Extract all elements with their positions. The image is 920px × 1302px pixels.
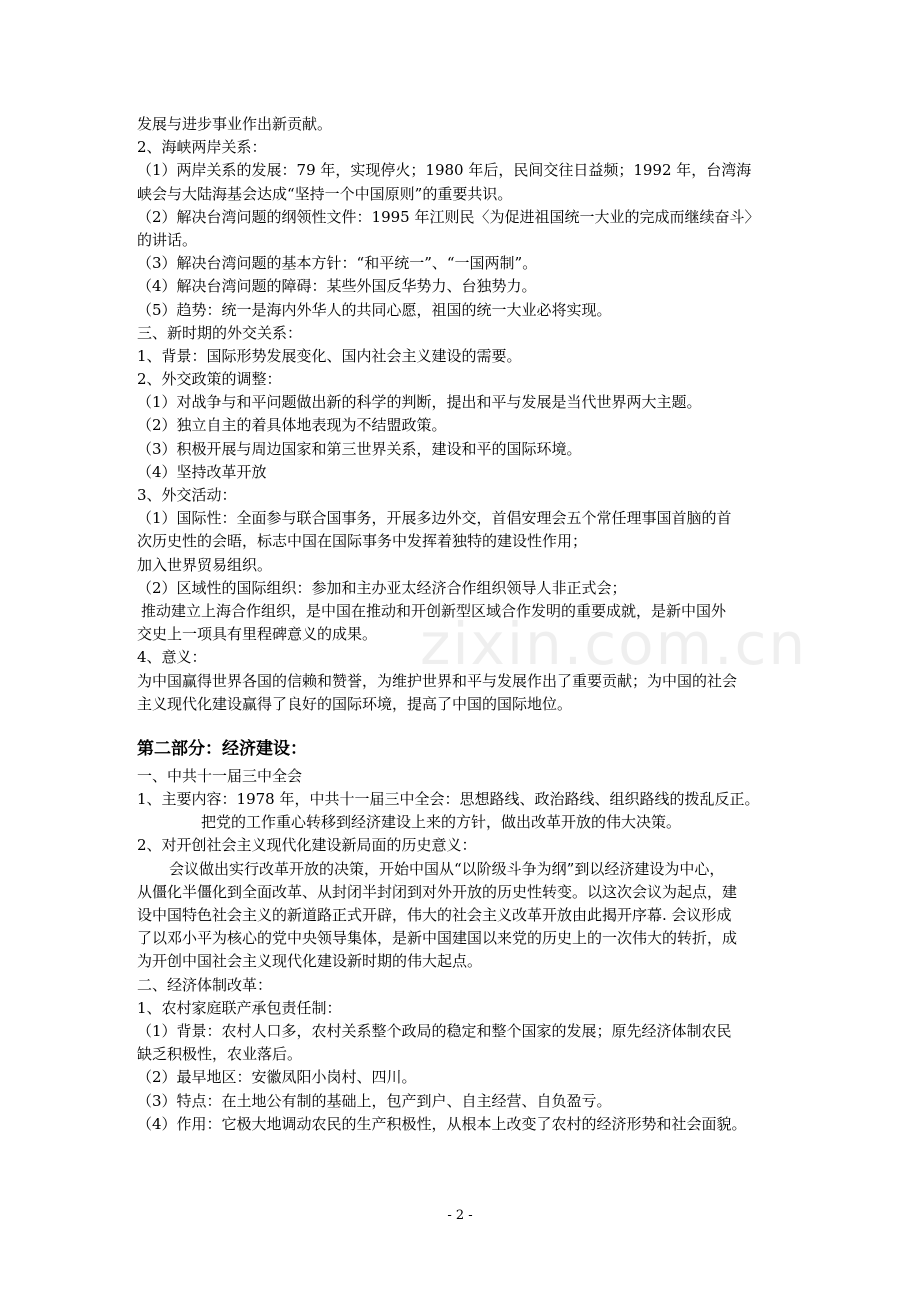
text-line: 1、农村家庭联产承包责任制：: [137, 998, 342, 1017]
text-line: （4）解决台湾问题的障碍：某些外国反华势力、台独势力。: [137, 277, 537, 296]
text-line: （3）解决台湾问题的基本方针：“和平统一”、“一国两制”。: [137, 254, 538, 273]
text-line: （2）解决台湾问题的纲领性文件：1995 年江则民〈为促进祖国统一大业的完成而继续奋斗〉: [137, 207, 760, 226]
text-line: 2、海峡两岸关系：: [137, 138, 267, 157]
text-line: 把党的工作重心转移到经济建设上来的方针，做出改革开放的伟大决策。: [201, 813, 682, 832]
text-line: 了以邓小平为核心的党中央领导集体，是新中国建国以来党的历史上的一次伟大的转折，成: [137, 929, 738, 948]
text-line: （2）最早地区：安徽凤阳小岗村、四川。: [137, 1068, 417, 1087]
text-line: 3、外交活动：: [137, 486, 237, 504]
text-line: （5）趋势：统一是海内外华人的共同心愿，祖国的统一大业必将实现。: [137, 300, 612, 319]
text-line: 的讲话。: [137, 230, 198, 249]
text-line: 交史上一项具有里程碑意义的成果。: [137, 625, 378, 644]
text-line: 设中国特色社会主义的新道路正式开辟，伟大的社会主义改革开放由此揭开序幕. 会议形成: [137, 906, 732, 924]
text-line: 2、外交政策的调整：: [137, 370, 282, 389]
text-line: 会议做出实行改革开放的决策，开始中国从“以阶级斗争为纲”到以经济建设为中心，: [169, 859, 725, 878]
text-line: 加入世界贸易组织。: [137, 555, 273, 574]
text-line: （2）独立自主的着具体地表现为不结盟政策。: [137, 416, 447, 435]
text-line: （4）坚持改革开放: [137, 462, 267, 481]
text-line: 发展与进步事业作出新贡献。: [137, 115, 333, 133]
section-heading: 第二部分：经济建设：: [137, 738, 307, 759]
text-line: （1）背景：农村人口多，农村关系整个政局的稳定和整个国家的发展；原先经济体制农民: [137, 1021, 732, 1040]
page-number: - 2 -: [447, 1208, 473, 1223]
text-line: 缺乏积极性，农业落后。: [137, 1045, 303, 1064]
text-line: （4）作用：它极大地调动农民的生产积极性，从根本上改变了农村的经济形势和社会面貌。: [137, 1114, 747, 1133]
text-line: 一、中共十一届三中全会: [137, 766, 303, 785]
text-line: （3）积极开展与周边国家和第三世界关系，建设和平的国际环境。: [137, 439, 582, 458]
text-line: （1）两岸关系的发展：79 年，实现停火；1980 年后，民间交往日益频；1992 年，台湾海: [137, 161, 752, 180]
text-line: （1）国际性：全面参与联合国事务，开展多边外交，首倡安理会五个常任理事国首脑的首: [137, 509, 732, 528]
text-line: 4、意义：: [137, 648, 207, 667]
text-line: 主义现代化建设赢得了良好的国际环境，提高了中国的国际地位。: [137, 694, 573, 713]
text-line: 为开创中国社会主义现代化建设新时期的伟大起点。: [137, 952, 483, 971]
text-line: 2、对开创社会主义现代化建设新局面的历史意义：: [137, 836, 477, 855]
watermark: zixin.com.cn: [420, 610, 808, 678]
text-line: 三、新时期的外交关系：: [137, 323, 303, 342]
text-line: 峡会与大陆海基会达成“坚持一个中国原则”的重要共识。: [137, 184, 513, 203]
text-line: 次历史性的会晤，标志中国在国际事务中发挥着独特的建设性作用；: [137, 532, 588, 551]
text-line: 为中国赢得世界各国的信赖和赞誉，为维护世界和平与发展作出了重要贡献；为中国的社会: [137, 671, 738, 690]
text-line: 二、经济体制改革：: [137, 975, 273, 994]
text-line: （2）区域性的国际组织：参加和主办亚太经济合作组织领导人非正式会；: [137, 578, 627, 597]
text-line: 从僵化半僵化到全面改革、从封闭半封闭到对外开放的历史性转变。以这次会议为起点，建: [137, 882, 738, 901]
text-line: （3）特点：在土地公有制的基础上，包产到户、自主经营、自负盈亏。: [137, 1091, 612, 1110]
text-line: （1）对战争与和平问题做出新的科学的判断，提出和平与发展是当代世界两大主题。: [137, 393, 702, 412]
text-line: 1、主要内容：1978 年，中共十一届三中全会：思想路线、政治路线、组织路线的拨乱反正。: [137, 790, 760, 809]
text-line: 1、背景：国际形势发展变化、国内社会主义建设的需要。: [137, 346, 522, 365]
text-line: 推动建立上海合作组织，是中国在推动和开创新型区域合作发明的重要成就，是新中国外: [141, 601, 727, 620]
